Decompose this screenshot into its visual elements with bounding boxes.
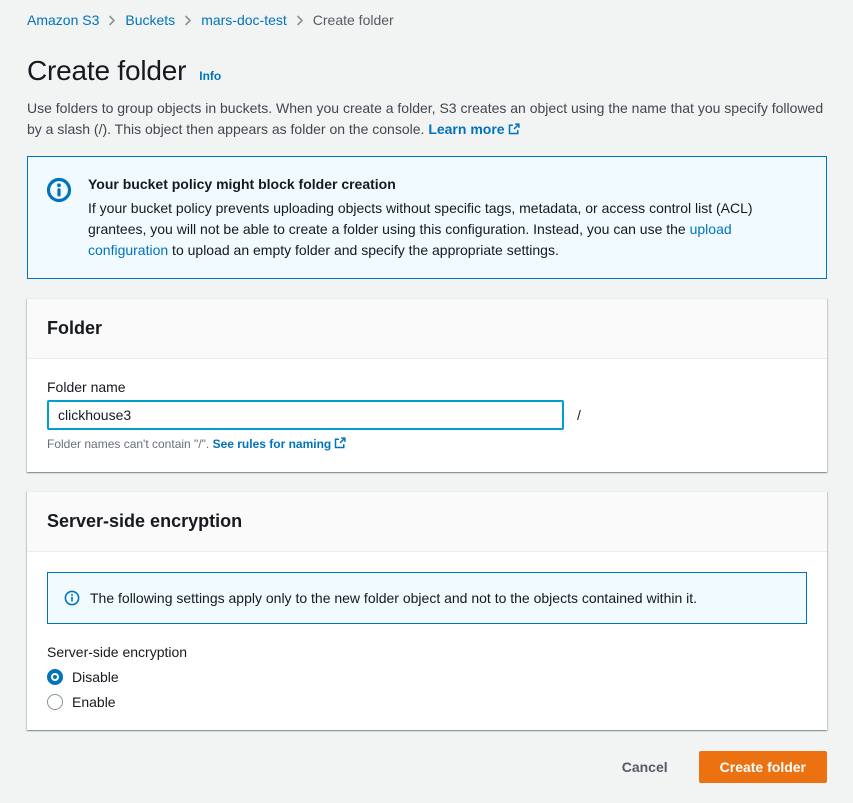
chevron-right-icon [296,15,304,26]
page-description-text: Use folders to group objects in buckets. When you create a folder, S3 creates an object using the name that you specify followed by a slash (/). This object then appears as folder on the console. [27,100,824,137]
alert-text: If your bucket policy prevents uploading objects without specific tags, metadata, or access control list (ACL) grantees, you will not be able to create a folder using this configuration. Instead, you can use the upload configuration to upload an empty folder and specify the appropriate settings. [88,200,753,258]
chevron-right-icon [108,15,116,26]
folder-name-suffix: / [577,407,581,423]
encryption-card [27,491,827,730]
encryption-card-header [27,492,827,552]
breadcrumb-bucket-name[interactable]: mars-doc-test [201,12,287,28]
folder-card [27,298,827,472]
breadcrumb-buckets[interactable]: Buckets [125,12,176,28]
page-title: Create folder [27,55,187,86]
folder-name-label: Folder name [47,379,126,395]
encryption-radio-group [47,669,807,710]
alert-title: Your bucket policy might block folder creation [88,176,396,192]
page-header [27,55,827,87]
external-link-icon [508,120,520,141]
info-circle-icon [46,174,72,206]
radio-option-enable[interactable] [47,694,807,710]
encryption-field-label: Server-side encryption [47,644,188,660]
encryption-card-title: Server-side encryption [47,511,243,531]
radio-label-disable: Disable [72,669,119,685]
info-link[interactable]: Info [199,69,222,83]
alert-body [88,174,808,261]
encryption-info-banner [47,572,807,624]
info-circle-icon [64,590,80,606]
encryption-info-text: The following settings apply only to the new folder object and not to the objects contained within it. [90,590,698,606]
breadcrumb [27,10,827,28]
folder-name-row [47,400,807,430]
folder-card-title: Folder [47,318,103,338]
page-description [27,98,827,141]
folder-card-body [27,359,827,472]
radio-unselected-icon[interactable] [47,694,63,710]
chevron-right-icon [184,15,192,26]
bucket-policy-alert [27,156,827,279]
radio-option-disable[interactable] [47,669,807,685]
upload-configuration-link[interactable]: upload configuration [88,221,732,258]
breadcrumb-amazon-s3[interactable]: Amazon S3 [27,12,100,28]
radio-label-enable: Enable [72,694,116,710]
folder-name-input[interactable] [47,400,564,430]
create-folder-button[interactable]: Create folder [699,751,827,783]
radio-selected-icon[interactable] [47,669,63,685]
breadcrumb-current: Create folder [312,12,394,28]
folder-name-helper: Folder names can't contain "/". See rules for naming [47,437,807,452]
naming-rules-link[interactable]: See rules for naming [213,437,347,451]
folder-card-header [27,299,827,359]
learn-more-link[interactable]: Learn more [428,121,519,137]
footer-actions [27,751,827,783]
cancel-button[interactable]: Cancel [622,753,668,781]
external-link-icon [334,437,346,452]
encryption-card-body [27,552,827,730]
